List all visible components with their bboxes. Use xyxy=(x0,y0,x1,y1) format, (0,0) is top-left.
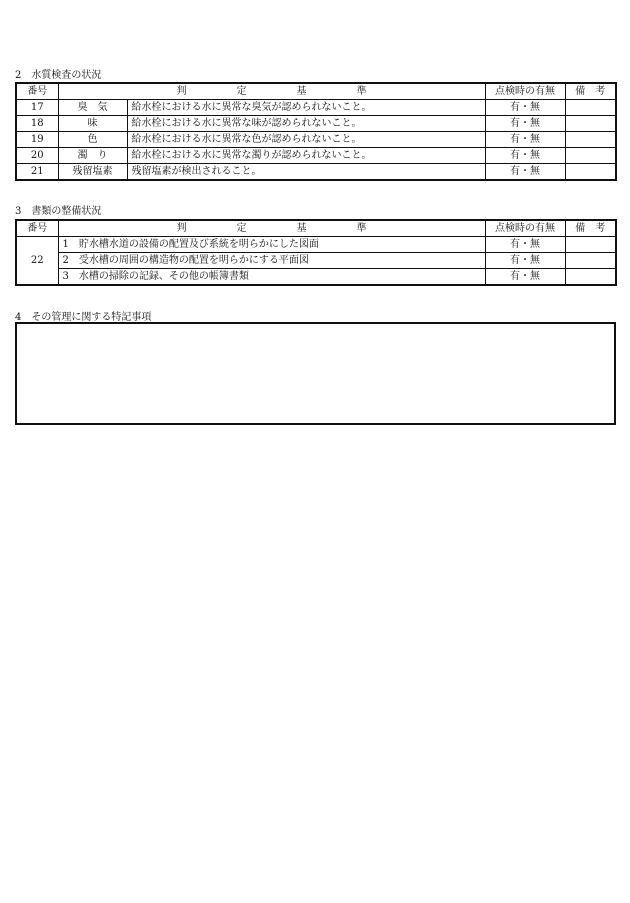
row-item: 色 xyxy=(58,132,127,148)
table-row xyxy=(16,148,616,164)
row-no: 17 xyxy=(16,100,58,116)
header-no: 番号 xyxy=(16,83,58,100)
table-row xyxy=(16,269,616,286)
row-criteria: 給水栓における水に異常な濁りが認められないこと。 xyxy=(127,148,485,164)
row-presence[interactable]: 有・無 xyxy=(485,116,565,132)
header-criteria: 判 定 基 準 xyxy=(58,83,485,100)
table-row xyxy=(16,100,616,116)
row-item: 残留塩素 xyxy=(58,164,127,181)
row-criteria: 給水栓における水に異常な味が認められないこと。 xyxy=(127,116,485,132)
section-3-title: 3 書類の整備状況 xyxy=(15,206,102,217)
header-remarks: 備 考 xyxy=(565,83,616,100)
special-notes-box[interactable] xyxy=(15,322,616,425)
header-no: 番号 xyxy=(16,220,58,237)
table-header xyxy=(16,220,616,237)
row-presence[interactable]: 有・無 xyxy=(485,164,565,181)
row-no: 20 xyxy=(16,148,58,164)
row-criteria: 2 受水槽の周囲の構造物の配置を明らかにする平面図 xyxy=(58,253,485,269)
header-remarks: 備 考 xyxy=(565,220,616,237)
table-header xyxy=(16,83,616,100)
documents-table xyxy=(15,219,617,286)
section-4-title: 4 その管理に関する特記事項 xyxy=(15,312,152,323)
table-row xyxy=(16,132,616,148)
table-row xyxy=(16,116,616,132)
row-no: 22 xyxy=(16,237,58,286)
row-no: 18 xyxy=(16,116,58,132)
header-presence: 点検時の有無 xyxy=(485,220,565,237)
row-remarks[interactable] xyxy=(565,164,616,181)
table-row xyxy=(16,253,616,269)
row-remarks[interactable] xyxy=(565,269,616,286)
row-remarks[interactable] xyxy=(565,100,616,116)
row-remarks[interactable] xyxy=(565,253,616,269)
row-presence[interactable]: 有・無 xyxy=(485,237,565,253)
water-quality-table xyxy=(15,82,617,181)
header-presence: 点検時の有無 xyxy=(485,83,565,100)
row-presence[interactable]: 有・無 xyxy=(485,269,565,286)
header-criteria: 判 定 基 準 xyxy=(58,220,485,237)
row-remarks[interactable] xyxy=(565,132,616,148)
table-row xyxy=(16,237,616,253)
row-presence[interactable]: 有・無 xyxy=(485,100,565,116)
row-item: 臭 気 xyxy=(58,100,127,116)
row-item: 味 xyxy=(58,116,127,132)
section-2-title: 2 水質検査の状況 xyxy=(15,70,102,81)
row-presence[interactable]: 有・無 xyxy=(485,132,565,148)
row-remarks[interactable] xyxy=(565,237,616,253)
row-criteria: 給水栓における水に異常な臭気が認められないこと。 xyxy=(127,100,485,116)
row-presence[interactable]: 有・無 xyxy=(485,148,565,164)
table-row xyxy=(16,164,616,181)
row-criteria: 3 水槽の掃除の記録、その他の帳簿書類 xyxy=(58,269,485,286)
row-criteria: 給水栓における水に異常な色が認められないこと。 xyxy=(127,132,485,148)
row-no: 19 xyxy=(16,132,58,148)
row-item: 濁 り xyxy=(58,148,127,164)
row-presence[interactable]: 有・無 xyxy=(485,253,565,269)
row-criteria: 1 貯水槽水道の設備の配置及び系統を明らかにした図面 xyxy=(58,237,485,253)
row-criteria: 残留塩素が検出されること。 xyxy=(127,164,485,181)
row-no: 21 xyxy=(16,164,58,181)
row-remarks[interactable] xyxy=(565,148,616,164)
row-remarks[interactable] xyxy=(565,116,616,132)
